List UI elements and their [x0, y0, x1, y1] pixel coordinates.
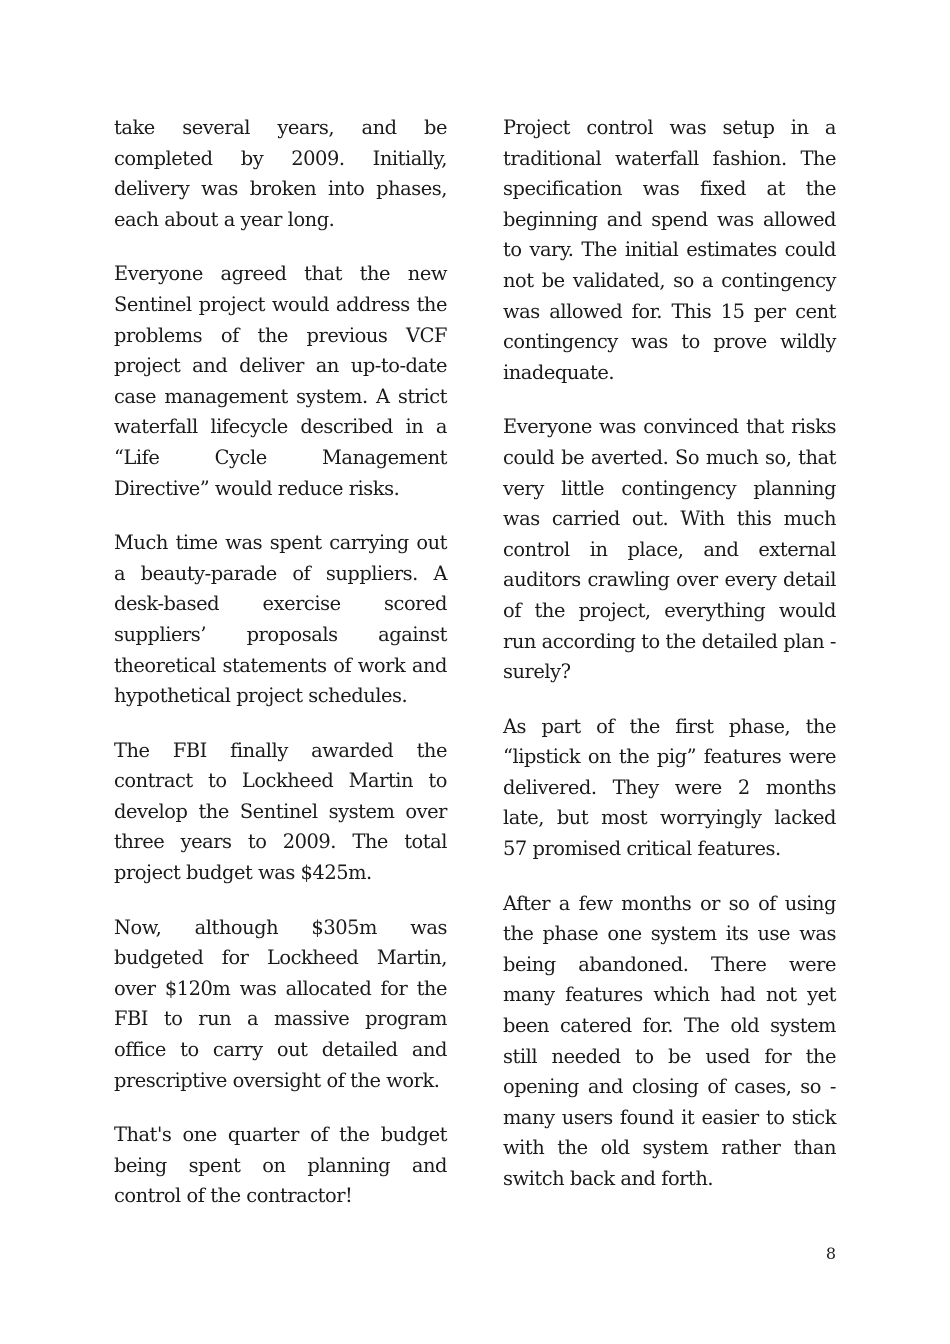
- paragraph: Now, although $305m was budgeted for Lockheed Martin, over $120m was allocated for the FBI to run a massive program office to carry out detailed and prescriptive oversight of the work.: [114, 915, 447, 1092]
- left-column: [114, 113, 447, 1236]
- paragraph: That's one quarter of the budget being spent on planning and control of the contractor!: [114, 1123, 447, 1208]
- paragraph: take several years, and be completed by 2009. Initially, delivery was broken into phases, each about a year long.: [114, 116, 447, 231]
- paragraph: After a few months or so of using the phase one system its use was being abandoned. There were many features which had not yet been catered for. The old system still needed to be used for the opening and closing of cases, so - many users found it easier to stick with the old system rather than switch back and forth.: [503, 891, 836, 1190]
- page-number: 8: [825, 1244, 836, 1263]
- paragraph: Project control was setup in a traditional waterfall fashion. The specification was fixed at the beginning and spend was allowed to vary. The initial estimates could not be validated, so a contingency was allowed for. This 15 per cent contingency was to prove wildly inadequate.: [503, 116, 836, 384]
- right-column: [503, 113, 836, 1219]
- paragraph: Everyone was convinced that risks could be averted. So much so, that very little contingency planning was carried out. With this much control in place, and external auditors crawling over every detail of the project, everything would run according to the detailed plan - surely?: [503, 415, 836, 684]
- paragraph: As part of the first phase, the “lipstick on the pig” features were delivered. They were 2 months late, but most worryingly lacked 57 promised critical features.: [503, 714, 836, 861]
- paragraph: The FBI finally awarded the contract to Lockheed Martin to develop the Sentinel system over three years to 2009. The total project budget was $425m.: [114, 738, 447, 885]
- paragraph: Much time was spent carrying out a beauty-parade of suppliers. A desk-based exercise scored suppliers’ proposals against theoretical statements of work and hypothetical project schedules.: [114, 531, 447, 708]
- paragraph: Everyone agreed that the new Sentinel project would address the problems of the previous VCF project and deliver an up-to-date case management system. A strict waterfall lifecycle described in a “Life Cycle Management Directive” would reduce risks.: [114, 262, 447, 500]
